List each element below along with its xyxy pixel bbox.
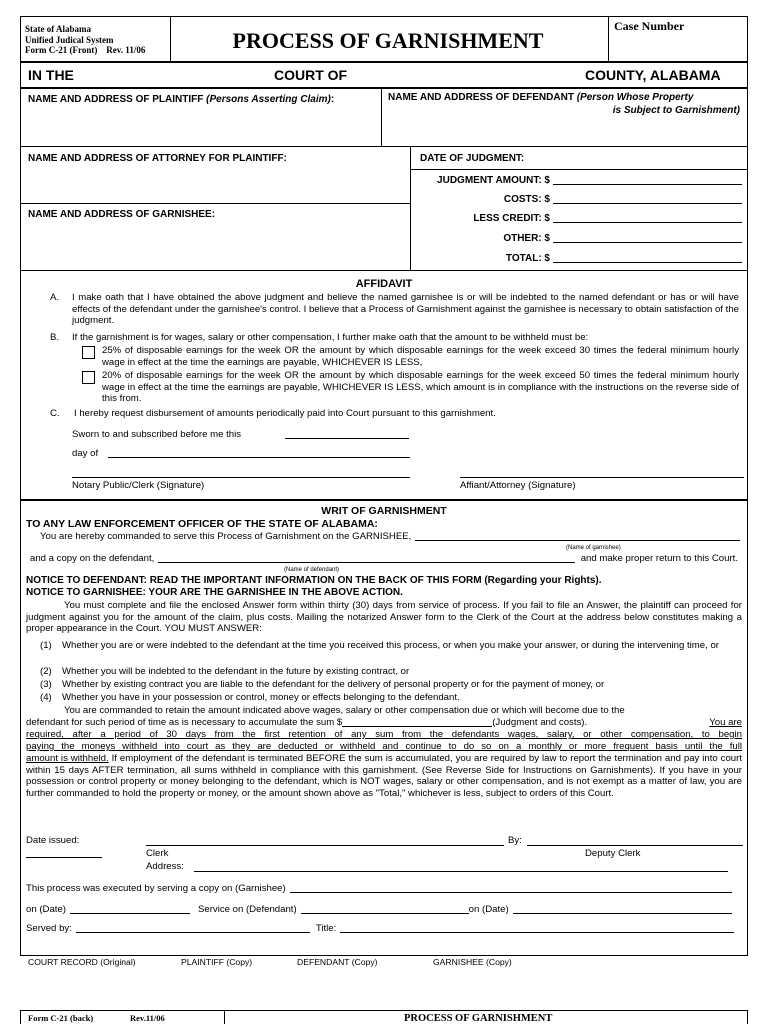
answer-item-2-num: (2) [40,666,52,677]
service-defendant-date-field[interactable] [513,904,732,914]
form-line: Form C-21 (Front) Rev. 11/06 [25,45,146,55]
affidavit-title: AFFIDAVIT [355,278,413,290]
notice-defendant: NOTICE TO DEFENDANT: READ THE IMPORTANT INFORMATION ON THE BACK OF THIS FORM (Regarding your Rights). [26,575,602,586]
answer-item-1-num: (1) [40,640,52,651]
served-title-field[interactable] [340,923,734,933]
clerk-label: Clerk [146,848,169,859]
must-complete-text: You must complete and file the enclosed Answer form within thirty (30) days from service of process. If you fail to file an Answer, the plaintiff can proceed for judgment against you for the amount of the claim, plus costs. Mailing the notarized Answer form to the Clerk of the Court at the address below constitutes making a proper appearance in the Court. YOU MUST ANSWER: [26,600,742,635]
garnishee-label: NAME AND ADDRESS OF GARNISHEE: [28,209,216,220]
required-line-3: paying the moneys withheld into court as they are deducted or withheld and continue to do so on a monthly or more frequent basis until the full [26,741,742,752]
org-line1: State of Alabama [25,24,91,34]
deputy-clerk-label: Deputy Clerk [585,848,641,859]
answer-item-1: Whether you are or were indebted to the defendant at the time you received this process, or when you make your answer, or during the intervening time, or [62,640,719,651]
court-of-label: COURT OF [274,67,348,83]
back-rev: Rev.11/06 [130,1013,165,1023]
date-issued-field[interactable] [26,848,102,858]
other-field[interactable] [553,233,742,243]
notary-signature-label: Notary Public/Clerk (Signature) [72,480,205,491]
copy-defendant: DEFENDANT (Copy) [297,957,378,967]
attorney-field[interactable] [22,166,408,201]
affiant-signature-line[interactable] [460,477,744,478]
total-field[interactable] [553,253,742,263]
affidavit-b-text: If the garnishment is for wages, salary or other compensation, I further make oath that the amount to be withheld must be: [72,332,589,343]
by-label: By: [508,835,522,846]
attorney-label: NAME AND ADDRESS OF ATTORNEY FOR PLAINTIFF: [28,153,287,164]
service-defendant-field[interactable] [301,904,469,914]
answer-item-3-num: (3) [40,679,52,690]
required-line-2: required, after a period of 30 days from the first retention of any sum from the defendants wages, salary, or other compensation, to begin [26,729,742,740]
answer-item-4-num: (4) [40,692,52,703]
garnishee-field[interactable] [22,222,408,268]
answer-item-3: Whether by existing contract you are liable to the defendant for the delivery of personal property or for the payment of money, or [62,679,605,690]
service-date-row: on (Date) Service on (Defendant) on (Date) [26,904,732,916]
defendant-label: NAME AND ADDRESS OF DEFENDANT (Person Whose Property is Subject to Garnishment) [388,92,740,116]
notice-garnishee: NOTICE TO GARNISHEE: YOUR ARE THE GARNISHEE IN THE ABOVE ACTION. [26,587,403,598]
page-title: PROCESS OF GARNISHMENT [232,28,544,53]
copy-plaintiff: PLAINTIFF (Copy) [181,957,253,967]
commanded-text: You are hereby commanded to serve this Process of Garnishment on the GARNISHEE, [40,531,740,543]
option-25-text: 25% of disposable earnings for the week OR the amount by which disposable earnings for the week exceed 30 times the federal minimum hourly wage in effect at the time the earnings are payable, WHICHEVER IS LESS, [102,345,739,368]
judgment-amount-field[interactable] [553,175,742,185]
clerk-address-field[interactable] [194,862,728,872]
retain-line-2: defendant for such period of time as is necessary to accumulate the sum $ (Judgment and costs). You are [26,717,742,728]
writ-title: WRIT OF GARNISHMENT [321,505,447,517]
served-by-row: Served by: Title: [26,923,734,935]
costs-field[interactable] [553,194,742,204]
option-20-checkbox[interactable] [82,371,95,384]
garnishee-name-field[interactable] [415,531,740,541]
copy-court-record: COURT RECORD (Original) [28,957,136,967]
org-line2: Unified Judical System [25,34,114,45]
sum-field[interactable] [342,717,492,727]
date-of-judgment-label: DATE OF JUDGMENT: [420,153,525,164]
service-date-field[interactable] [70,904,190,914]
plaintiff-field[interactable] [22,108,379,144]
copy-garnishee: GARNISHEE (Copy) [433,957,512,967]
copy-on-defendant-row: and a copy on the defendant, and make proper return to this Court. [30,553,738,564]
affidavit-a-text: I make oath that I have obtained the above judgment and believe the named garnishee is or will be indebted to the named defendant or has or will have effects of the defendant under the garnishee's control. I believe that a Process of Garnishment against the garnishee is necessary to obtain satisfaction of the judgment. [72,292,739,327]
defendant-field[interactable] [383,122,746,144]
day-of-field[interactable] [108,447,410,458]
to-officers: TO ANY LAW ENFORCEMENT OFFICER OF THE STATE OF ALABAMA: [26,518,378,530]
affiant-signature-label: Affiant/Attorney (Signature) [460,480,576,491]
other-row: OTHER: $ [414,233,742,245]
affidavit-c-letter: C. [50,408,60,419]
county-label: COUNTY, ALABAMA [585,67,721,83]
retain-line-1: You are commanded to retain the amount indicated above wages, salary or other compensation due or which will become due to the [64,705,625,716]
sworn-label: Sworn to and subscribed before me this [72,429,242,440]
in-the-label: IN THE [28,67,74,83]
notary-signature-line[interactable] [72,477,410,478]
executed-row: This process was executed by serving a copy on (Garnishee) [26,883,732,895]
option-20-text: 20% of disposable earnings for the week OR the amount by which disposable earnings for the week exceed 50 times the federal minimum hourly wage in effect at the time the earnings are payable, WHICHEVER IS LESS, which amount is in compliance with the instructions on the reverse side of this from. [102,370,739,405]
costs-row: COSTS: $ [414,194,742,206]
back-title: PROCESS OF GARNISHMENT [404,1013,553,1024]
address-label: Address: [146,861,184,872]
day-of-label: day of [72,448,99,459]
answer-item-2: Whether you will be indebted to the defendant in the future by existing contract, or [62,666,410,677]
defendant-name-field[interactable] [158,553,574,563]
answer-item-4: Whether you have in your possession or control, money or effects belonging to the defendant. [62,692,460,703]
affidavit-a-letter: A. [50,292,60,303]
affidavit-b-letter: B. [50,332,60,343]
served-by-field[interactable] [76,923,310,933]
deputy-clerk-field[interactable] [527,836,743,846]
back-form-line: Form C-21 (back) [28,1013,94,1023]
affidavit-c-text: I hereby request disbursement of amounts periodically paid into Court pursuant to this garnishment. [74,408,496,419]
option-25-checkbox[interactable] [82,346,95,359]
clerk-signature-field[interactable] [146,836,504,846]
date-issued-label: Date issued: [26,835,80,846]
judgment-amount-row: JUDGMENT AMOUNT: $ [414,175,742,187]
case-number-label: Case Number [614,19,685,33]
sworn-date-field[interactable] [285,428,409,439]
org-block [25,24,145,56]
plaintiff-label: NAME AND ADDRESS OF PLAINTIFF (Persons Asserting Claim): [28,94,335,105]
executed-garnishee-field[interactable] [290,883,732,893]
rest-text: amount is withheld. If employment of the defendant is terminated BEFORE the sum is accumulated, you are required by law to report the termination and pay into court within 15 days AFTER termination, all sums withheld in compliance with this garnishment. (See Reverse Side for Instructions on Garnishments). If you have in your possession or control property or money belonging to the defendant, which is NOT wages, salary or other compensation, and is not exempt as a matter of law, you are further commanded to hold the property or money, or the amount shown above as "Total," whichever is less, subject to orders of this Court. [26,753,742,799]
total-row: TOTAL: $ [414,253,742,265]
less-credit-row: LESS CREDIT: $ [414,213,742,225]
name-of-defendant-caption: (Name of defendant) [284,567,340,573]
name-of-garnishee-caption: (Name of garnishee) [566,545,621,551]
less-credit-field[interactable] [553,213,742,223]
